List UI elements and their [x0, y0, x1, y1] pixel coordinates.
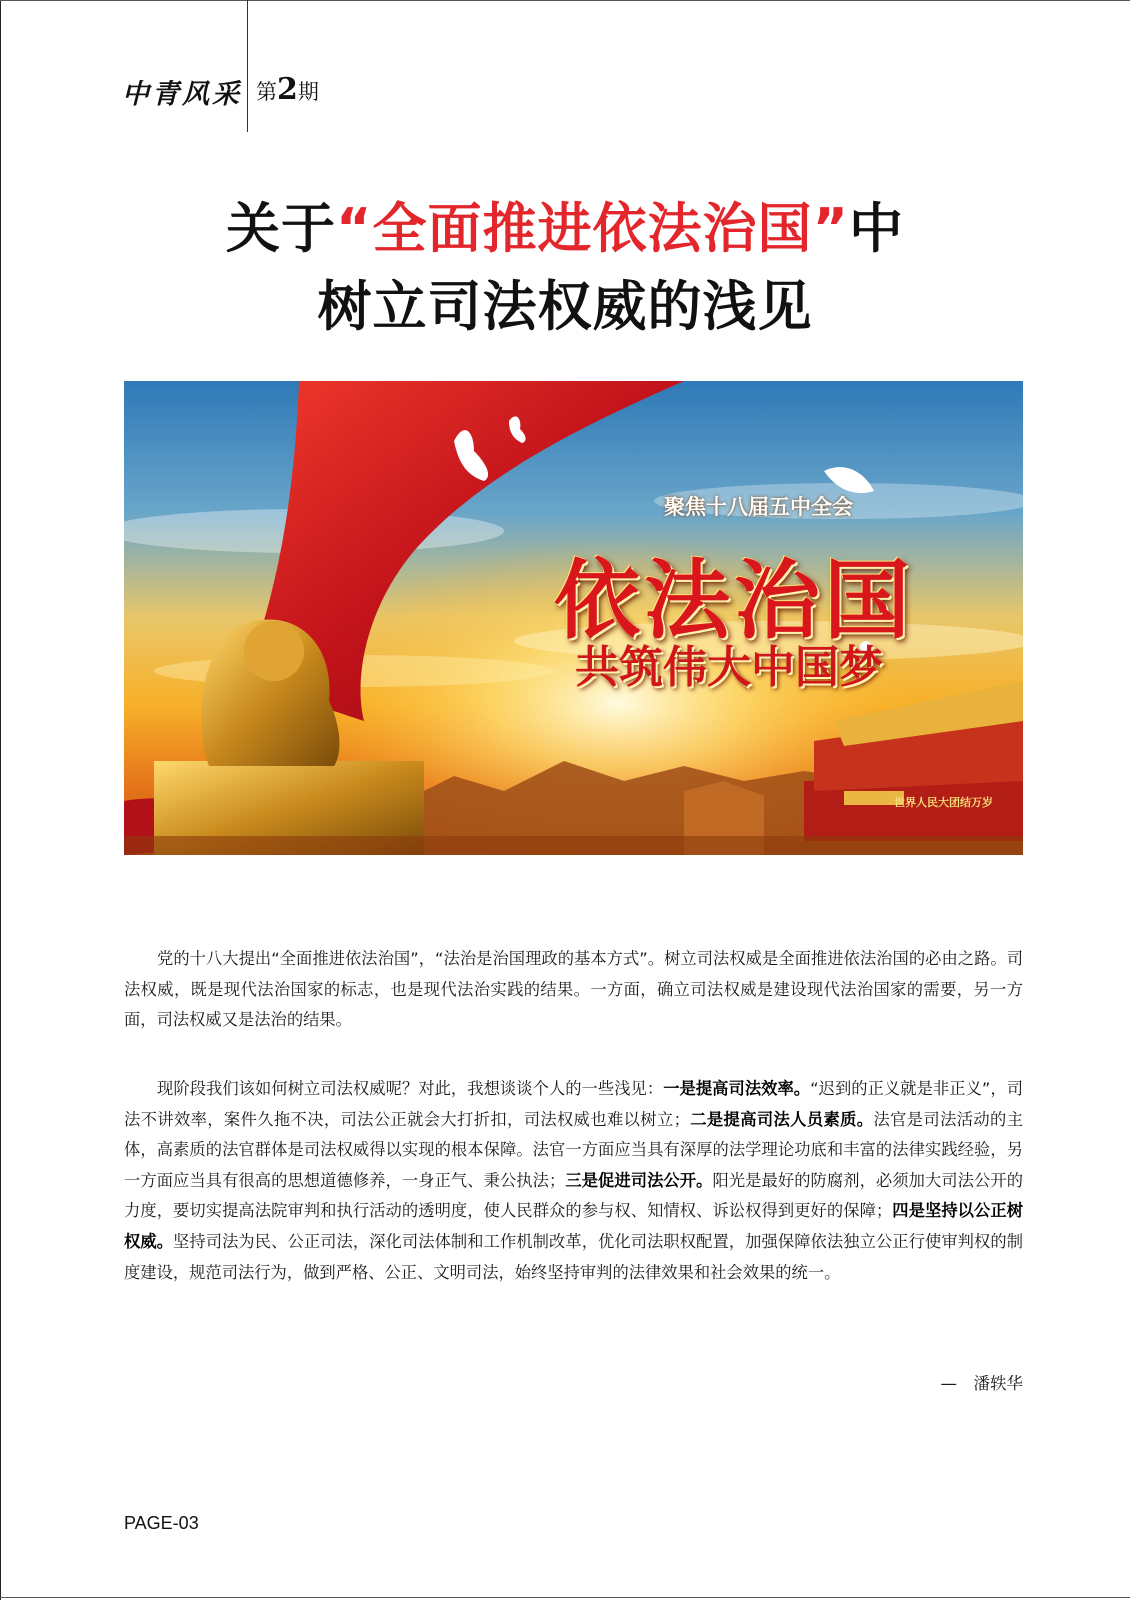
banner-slogan: 共筑伟大中国梦 [575, 642, 883, 693]
p2-text-5: 坚持司法为民、公正司法，深化司法体制和工作机制改革，优化司法职权配置，加强保障依法独立公正行使审判权的制度建设，规范司法行为，做到严格、公正、文明司法，始终坚持审判的法律效果和社会效果的统一。 [124, 1231, 1023, 1282]
issue-number [256, 72, 319, 107]
p2-text-4: 阳光是最好的防腐剂，必须加大司法公开的力度，要切实提高法院审判和执行活动的透明度，使人民群众的参与权、知情权、诉讼权得到更好的保障； [124, 1170, 1023, 1221]
page-border-top [0, 0, 1130, 1]
point-1-heading: 一是提高司法效率。 [663, 1079, 811, 1098]
body-paragraph-2 [124, 1074, 1023, 1288]
page-number: PAGE-03 [124, 1513, 199, 1533]
article-title-line2: 树立司法权威的浅见 [317, 275, 813, 338]
p2-text-1: 现阶段我们该如何树立司法权威呢？对此，我想谈谈个人的一些浅见： [157, 1079, 664, 1098]
p2-text-3: 法官是司法活动的主体，高素质的法官群体是司法权威得以实现的根本保障。法官一方面应当具有深厚的法学理论功底和丰富的法律实践经验，另一方面应当具有很高的思想道德修养，一身正气、秉公执法； [124, 1109, 1023, 1190]
title-before: 关于 [226, 197, 336, 260]
issue-prefix: 第 [256, 80, 277, 104]
gate-banner-text: 世界人民大团结万岁 [894, 796, 993, 809]
point-4-heading: 四是坚持以公正树权威。 [124, 1201, 1023, 1251]
page-border-bottom [0, 1597, 1130, 1598]
tiananmen-gate [804, 781, 1023, 841]
issue-suffix: 期 [297, 80, 319, 104]
paragraph-1-text: 党的十八大提出“全面推进依法治国”，“法治是治国理政的基本方式”。树立司法权威是全面推进依法治国的必由之路。司法权威，既是现代法治国家的标志，也是现代法治实践的结果。一方面，确立司法权威是建设现代法治国家的需要，另一方面，司法权威又是法治的结果。 [124, 949, 1023, 1030]
article-title-line1 [0, 186, 1130, 263]
title-highlight: “全面推进依法治国” [336, 197, 849, 260]
header-divider [247, 0, 248, 132]
point-2-heading: 二是提高司法人员素质。 [689, 1109, 874, 1129]
issue-digit: 2 [277, 72, 298, 107]
banner-subheading: 聚焦十八届五中全会 [664, 495, 853, 519]
banner-headline: 依法治国 [554, 551, 914, 651]
title-after: 中 [848, 197, 904, 260]
author-signature: — 潘轶华 [940, 1374, 1023, 1393]
masthead-logo: 中青风采 [122, 79, 242, 110]
feature-banner-image [124, 381, 1023, 855]
body-paragraph-1 [124, 944, 1023, 1036]
p2-text-2: “迟到的正义就是非正义”，司法不讲效率，案件久拖不决，司法公正就会大打折扣，司法权威也难以树立； [124, 1079, 1023, 1129]
point-3-heading: 三是促进司法公开。 [565, 1170, 713, 1190]
